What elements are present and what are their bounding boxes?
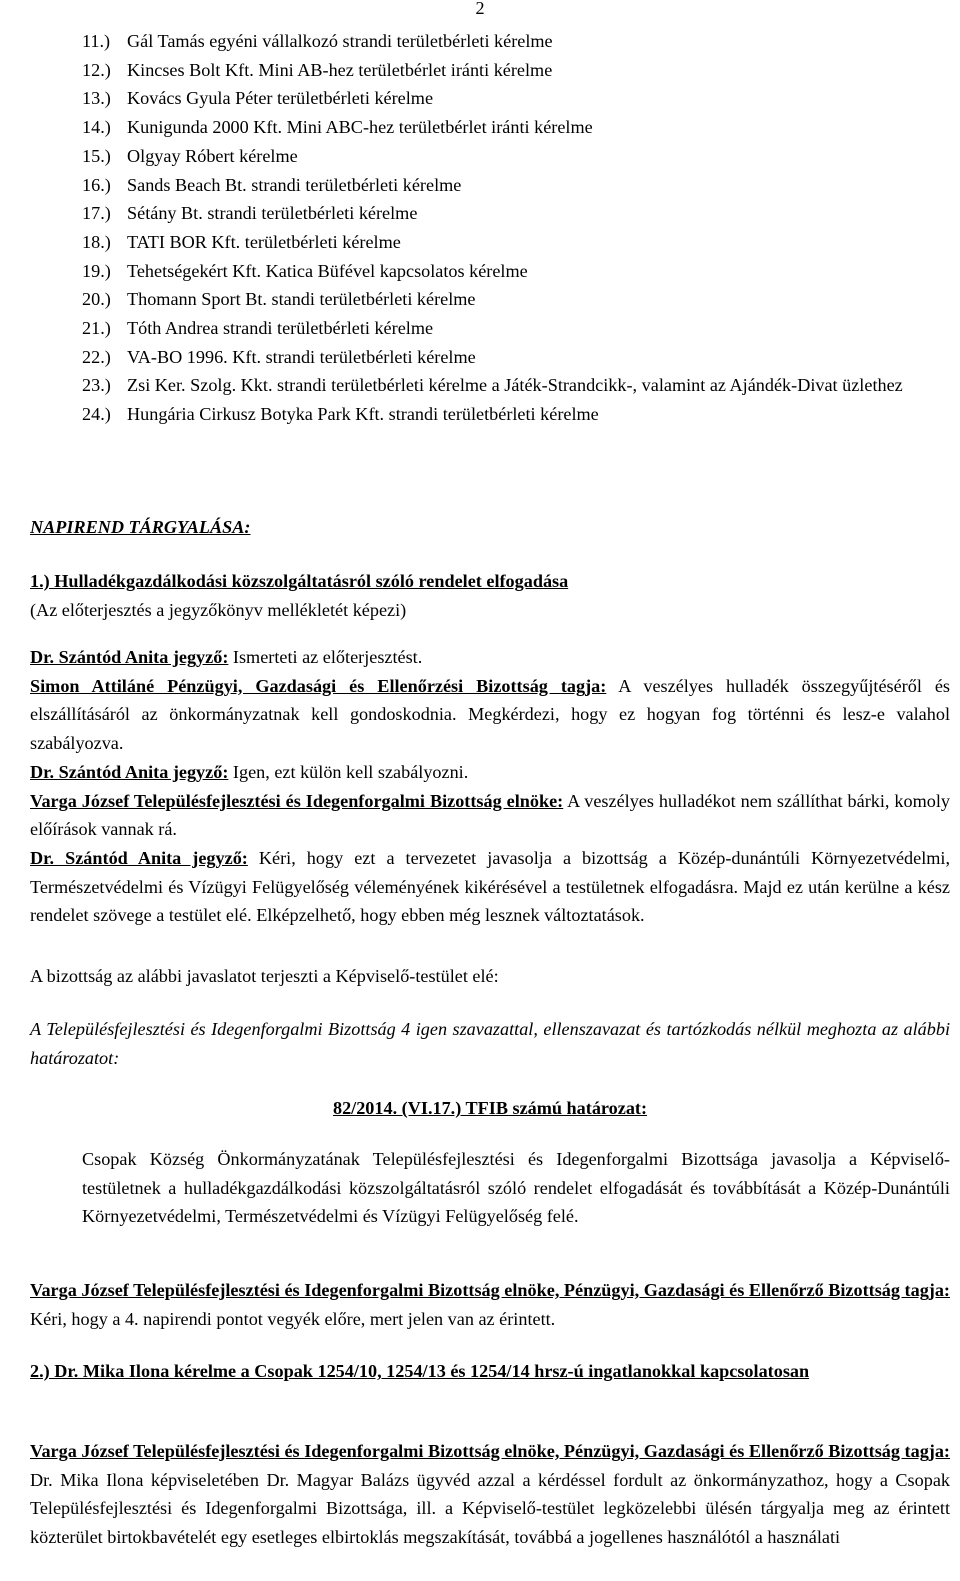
item2-discussion <box>30 1437 950 1552</box>
list-item <box>82 314 942 343</box>
item1-heading <box>30 567 950 624</box>
item-text: Gál Tamás egyéni vállalkozó strandi területbérleti kérelme <box>127 31 553 51</box>
speech: Dr. Mika Ilona képviseletében Dr. Magyar Balázs ügyvéd azzal a kérdéssel fordult az önkormányzathoz, hogy a Csopak Településfejlesztési és Idegenforgalmi Bizottsága, ill. a Képviselő-testület legközelebbi ülésén tárgyalja meg az érintett közterület birtokbavételét egy esetleges elbirtoklás megszakítását, továbbá a jogellenes használótól a használati <box>30 1469 950 1548</box>
item-number: 23.) <box>82 375 111 396</box>
item-text: Thomann Sport Bt. standi területbérleti kérelme <box>127 289 476 310</box>
item-text: VA-BO 1996. Kft. strandi területbérleti kérelme <box>127 346 476 367</box>
item-text: Tóth Andrea strandi területbérleti kérelme <box>127 318 434 339</box>
agenda-list <box>82 27 942 429</box>
speaker: Varga József Településfejlesztési és Idegenforgalmi Bizottság elnöke, Pénzügyi, Gazdasági és Ellenőrző Bizottság tagja: <box>30 1280 950 1300</box>
discussion <box>30 643 950 930</box>
list-item <box>82 113 942 142</box>
list-item <box>82 371 942 400</box>
list-item <box>82 171 942 200</box>
speaker: Varga József Településfejlesztési és Idegenforgalmi Bizottság elnöke: <box>30 790 564 811</box>
discussion-entry <box>30 758 950 787</box>
item-number: 12.) <box>82 59 111 80</box>
item-text: Kincses Bolt Kft. Mini AB-hez területbérlet iránti kérelme <box>127 59 553 80</box>
resolution-text: Csopak Község Önkormányzatának Településfejlesztési és Idegenforgalmi Bizottsága javasolja a Képviselő-testületnek a hulladékgazdálkodási közszolgáltatásról szóló rendelet elfogadását és továbbítását a Közép-Dunántúli Környezetvédelmi, Természetvédelmi és Vízügyi Felügyelőség felé. <box>82 1149 950 1227</box>
section-heading: NAPIREND TÁRGYALÁSA: <box>30 517 251 537</box>
speech: Kéri, hogy ezt a tervezetet javasolja a bizottság a Közép-dunántúli Környezetvédelmi, Természetvédelmi és Vízügyi Felügyelőség véleményének kikérésével a testületnek elfogadásra. Majd ez után kerülne a kész rendelet szövege a testület elé. Elképzelhető, hogy ebben még lesznek változtatások. <box>30 847 951 926</box>
proposal-intro: A bizottság az alábbi javaslatot terjeszti a Képviselő-testület elé: <box>30 966 499 986</box>
item-number: 21.) <box>82 318 111 339</box>
list-item <box>82 285 942 314</box>
speaker: Dr. Szántód Anita jegyző: <box>30 847 248 868</box>
item-text: Hungária Cirkusz Botyka Park Kft. strandi területbérleti kérelme <box>127 404 599 425</box>
discussion-entry <box>30 643 950 672</box>
list-item <box>82 84 942 113</box>
item-text: Kunigunda 2000 Kft. Mini ABC-hez területbérlet iránti kérelme <box>127 117 593 138</box>
list-item <box>82 400 942 429</box>
item-number: 18.) <box>82 231 111 252</box>
list-item <box>82 27 942 56</box>
list-item <box>82 343 942 372</box>
item-text: TATI BOR Kft. területbérleti kérelme <box>127 231 401 252</box>
list-item <box>82 228 942 257</box>
speaker: Simon Attiláné Pénzügyi, Gazdasági és Ellenőrzési Bizottság tagja: <box>30 675 607 696</box>
item-text: Zsi Ker. Szolg. Kkt. strandi területbérleti kérelme a Játék-Strandcikk-, valamint az Ajándék-Divat üzlethez <box>127 375 903 396</box>
item1-subtitle: (Az előterjesztés a jegyzőkönyv mellékletét képezi) <box>30 599 407 620</box>
item1-title: 1.) Hulladékgazdálkodási közszolgáltatásról szóló rendelet elfogadása <box>30 571 569 591</box>
item-text: Kovács Gyula Péter területbérleti kérelme <box>127 88 434 109</box>
discussion-entry <box>30 787 950 844</box>
vote-text: A Településfejlesztési és Idegenforgalmi Bizottság 4 igen szavazattal, ellenszavazat és tartózkodás nélkül meghozta az alábbi határozatot: <box>30 1019 950 1068</box>
item-text: Sétány Bt. strandi területbérleti kérelme <box>127 203 418 224</box>
item-number: 16.) <box>82 174 111 195</box>
list-item <box>82 142 942 171</box>
speaker: Dr. Szántód Anita jegyző: <box>30 647 229 667</box>
list-item <box>82 199 942 228</box>
item2-title: 2.) Dr. Mika Ilona kérelme a Csopak 1254/10, 1254/13 és 1254/14 hrsz-ú ingatlanokkal kapcsolatosan <box>30 1361 810 1381</box>
resolution-title: 82/2014. (VI.17.) TFIB számú határozat: <box>332 1098 648 1118</box>
speech: A veszélyes hulladékot nem szállíthat bárki, komoly előírások vannak rá. <box>30 790 950 840</box>
speech: A veszélyes hulladék összegyűjtéséről és elszállításáról az önkormányzatnak kell gondoskodnia. Megkérdezi, hogy ez hogyan fog történni és lesz-e valahol szabályozva. <box>30 675 950 754</box>
list-item <box>82 56 942 85</box>
item-number: 13.) <box>82 88 111 109</box>
speaker: Dr. Szántód Anita jegyző: <box>30 761 229 782</box>
item-number: 14.) <box>82 117 111 138</box>
item-text: Olgyay Róbert kérelme <box>127 145 298 166</box>
item-number: 17.) <box>82 203 111 224</box>
discussion-entry <box>30 672 950 758</box>
item-number: 15.) <box>82 145 111 166</box>
speech: Kéri, hogy a 4. napirendi pontot vegyék előre, mert jelen van az érintett. <box>30 1308 556 1329</box>
item-number: 20.) <box>82 289 111 310</box>
list-item <box>82 257 942 286</box>
order-change <box>30 1276 950 1333</box>
item-number: 19.) <box>82 260 111 281</box>
item-number: 22.) <box>82 346 111 367</box>
item-number: 24.) <box>82 404 111 425</box>
page-number: 2 <box>475 0 485 18</box>
speaker: Varga József Településfejlesztési és Idegenforgalmi Bizottság elnöke, Pénzügyi, Gazdasági és Ellenőrző Bizottság tagja: <box>30 1441 950 1461</box>
item-text: Sands Beach Bt. strandi területbérleti kérelme <box>127 174 462 195</box>
discussion-entry <box>30 844 950 930</box>
speech: Igen, ezt külön kell szabályozni. <box>228 761 469 782</box>
speech: Ismerteti az előterjesztést. <box>228 647 423 667</box>
item-number: 11.) <box>82 31 111 51</box>
item-text: Tehetségekért Kft. Katica Büfével kapcsolatos kérelme <box>127 260 528 281</box>
